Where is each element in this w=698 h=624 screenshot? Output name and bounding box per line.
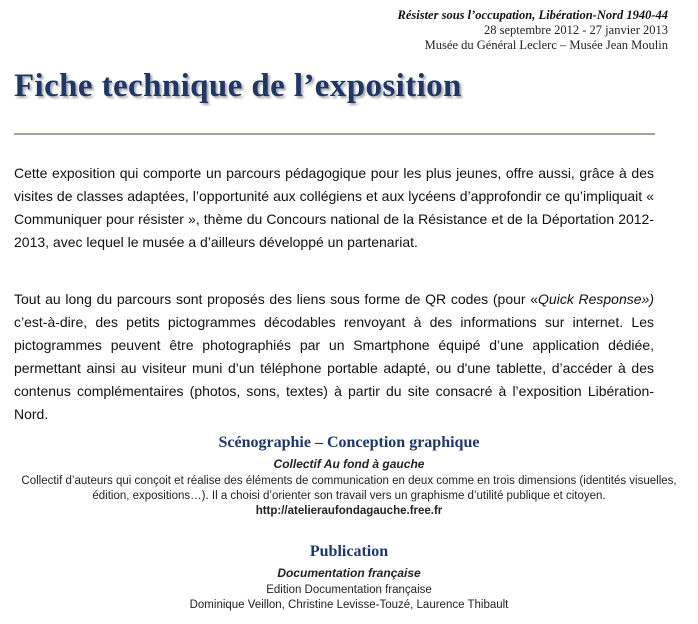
document-header — [398, 8, 669, 53]
qr-paragraph-start: Tout au long du parcours sont proposés des liens sous forme de QR codes (pour « — [14, 291, 539, 307]
publication-title: Publication — [309, 543, 389, 560]
scenography-url[interactable]: http://atelieraufondagauche.free.fr — [255, 505, 443, 517]
qr-paragraph-italic: Quick Response») — [538, 291, 654, 307]
scenography-subtitle: Collectif Au fond à gauche — [273, 457, 425, 471]
qr-paragraph — [14, 288, 654, 426]
page-title: Fiche technique de l’exposition — [14, 68, 462, 104]
publication-subtitle: Documentation française — [277, 566, 421, 580]
intro-paragraph: Cette exposition qui comporte un parcours pédagogique pour les plus jeunes, offre aussi, grâce à des visites de classes adaptées, l’opportunité aux collégiens et aux lycéens d’approfondir ce qu’impliquait « Communiquer pour résister », thème du Concours national de la Résistance et de la Déportation 2012-2013, avec lequel le musée a d’ailleurs développé un partenariat. — [14, 165, 654, 250]
scenography-section — [14, 434, 684, 519]
scenography-description: Collectif d’auteurs qui conçoit et réalise des éléments de communication en deux comme en trois dimensions (identités visuelles, édition, expositions…). Il a choisi d’orienter son travail vers un graphisme d’utilité publique et citoyen. — [21, 475, 677, 502]
publication-section — [14, 543, 684, 613]
exhibition-dates: 28 septembre 2012 - 27 janvier 2013 — [484, 23, 668, 37]
qr-paragraph-end: c’est-à-dire, des petits pictogrammes décodables renvoyant à des informations sur internet. Les pictogrammes peuvent être photographiés par un Smartphone équipé d’une application dédiée, permettant ainsi au visiteur muni d’un téléphone portable adapté, ou d'une tablette, d’accéder à des contenus complémentaires (photos, sons, textes) à partir du site consacré à l’exposition Libération-Nord. — [14, 314, 654, 422]
exhibition-venue: Musée du Général Leclerc – Musée Jean Moulin — [424, 38, 668, 52]
title-divider — [14, 133, 655, 135]
exhibition-title: Résister sous l’occupation, Libération-Nord 1940-44 — [397, 8, 668, 22]
publication-publisher: Edition Documentation française — [266, 584, 432, 596]
scenography-title: Scénographie – Conception graphique — [218, 434, 480, 451]
publication-authors: Dominique Veillon, Christine Levisse-Touzé, Laurence Thibault — [189, 599, 509, 611]
